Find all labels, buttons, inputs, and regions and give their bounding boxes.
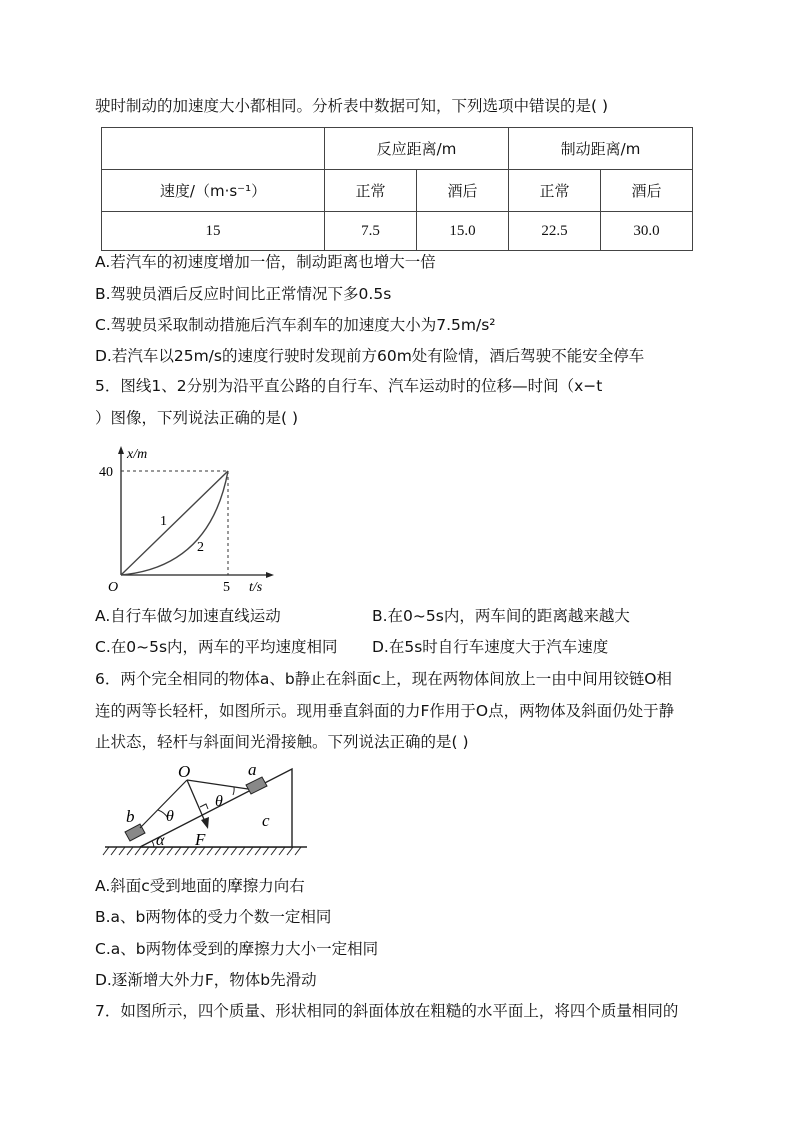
q4-option-a: A.若汽车的初速度增加一倍，制动距离也增大一倍 — [95, 253, 436, 271]
label-c: c — [262, 811, 270, 830]
table-subheader-row — [102, 170, 693, 212]
table-header-row — [102, 128, 693, 170]
q6-option-c: C.a、b两物体受到的摩擦力大小一定相同 — [95, 940, 379, 958]
cell-braking-normal: 22.5 — [509, 212, 601, 251]
q4-option-d: D.若汽车以25m/s的速度行驶时发现前方60m处有险情，酒后驾驶不能安全停车 — [95, 347, 645, 365]
header-reaction-distance: 反应距离/m — [325, 128, 509, 170]
label-F: F — [195, 830, 206, 849]
q4-option-b: B.驾驶员酒后反应时间比正常情况下多0.5s — [95, 285, 392, 303]
y-axis-arrow — [118, 446, 124, 454]
q4-intro: 驶时制动的加速度大小都相同。分析表中数据可知，下列选项中错误的是( ) — [95, 97, 609, 115]
label-a: a — [248, 760, 257, 779]
incline-figure — [100, 762, 315, 862]
data-table — [101, 127, 693, 251]
sub-drunk-1: 酒后 — [417, 170, 509, 212]
xt-graph-figure — [99, 442, 285, 597]
cell-reaction-normal: 7.5 — [325, 212, 417, 251]
q5-stem-line1: 5．图线1、2分别为沿平直公路的自行车、汽车运动时的位移—时间（x−t — [95, 377, 603, 395]
q5-stem-line2: ）图像，下列说法正确的是( ) — [95, 409, 299, 427]
cell-reaction-drunk: 15.0 — [417, 212, 509, 251]
right-angle-mark — [200, 804, 208, 809]
table-corner-cell — [102, 128, 325, 170]
curve-2-label: 2 — [197, 540, 204, 555]
y-axis-label: x/m — [127, 447, 148, 462]
q5-option-c: C.在0~5s内，两车的平均速度相同 — [95, 638, 338, 656]
x-axis-label: t/s — [249, 580, 263, 595]
cell-braking-drunk: 30.0 — [601, 212, 693, 251]
origin-label: O — [108, 580, 119, 595]
y-tick-label: 40 — [99, 465, 113, 480]
cell-speed: 15 — [102, 212, 325, 251]
header-braking-distance: 制动距离/m — [509, 128, 693, 170]
rod-left — [140, 780, 187, 828]
label-theta-left: θ — [166, 808, 174, 825]
q6-option-b: B.a、b两物体的受力个数一定相同 — [95, 908, 332, 926]
label-O: O — [178, 762, 191, 781]
rod-right — [187, 780, 248, 789]
q6-stem-line3: 止状态，轻杆与斜面间光滑接触。下列说法正确的是( ) — [95, 733, 469, 751]
x-axis-arrow — [266, 572, 274, 578]
sub-normal-1: 正常 — [325, 170, 417, 212]
q6-stem-line1: 6．两个完全相同的物体a、b静止在斜面c上，现在两物体间放上一由中间用铰链O相 — [95, 670, 672, 688]
q5-option-b: B.在0~5s内，两车间的距离越来越大 — [372, 607, 630, 625]
q5-option-d: D.在5s时自行车速度大于汽车速度 — [372, 638, 609, 656]
q6-stem-line2: 连的两等长轻杆，如图所示。现用垂直斜面的力F作用于O点，两物体及斜面仍处于静 — [95, 702, 675, 720]
sub-normal-2: 正常 — [509, 170, 601, 212]
x-tick-label: 5 — [223, 580, 230, 595]
q7-stem-line1: 7．如图所示，四个质量、形状相同的斜面体放在粗糙的水平面上，将四个质量相同的 — [95, 1002, 679, 1020]
q5-option-a: A.自行车做匀加速直线运动 — [95, 607, 281, 625]
label-theta-right: θ — [215, 793, 223, 810]
q6-option-a: A.斜面c受到地面的摩擦力向右 — [95, 877, 305, 895]
curve-1-label: 1 — [160, 514, 167, 529]
theta-arc-right — [233, 787, 234, 795]
q4-option-c: C.驾驶员采取制动措施后汽车刹车的加速度大小为7.5m/s² — [95, 316, 496, 334]
label-alpha: α — [156, 832, 165, 849]
label-b: b — [126, 807, 135, 826]
sub-drunk-2: 酒后 — [601, 170, 693, 212]
q6-option-d: D.逐渐增大外力F，物体b先滑动 — [95, 971, 317, 989]
table-row — [102, 212, 693, 251]
header-speed: 速度/（m·s⁻¹） — [102, 170, 325, 212]
